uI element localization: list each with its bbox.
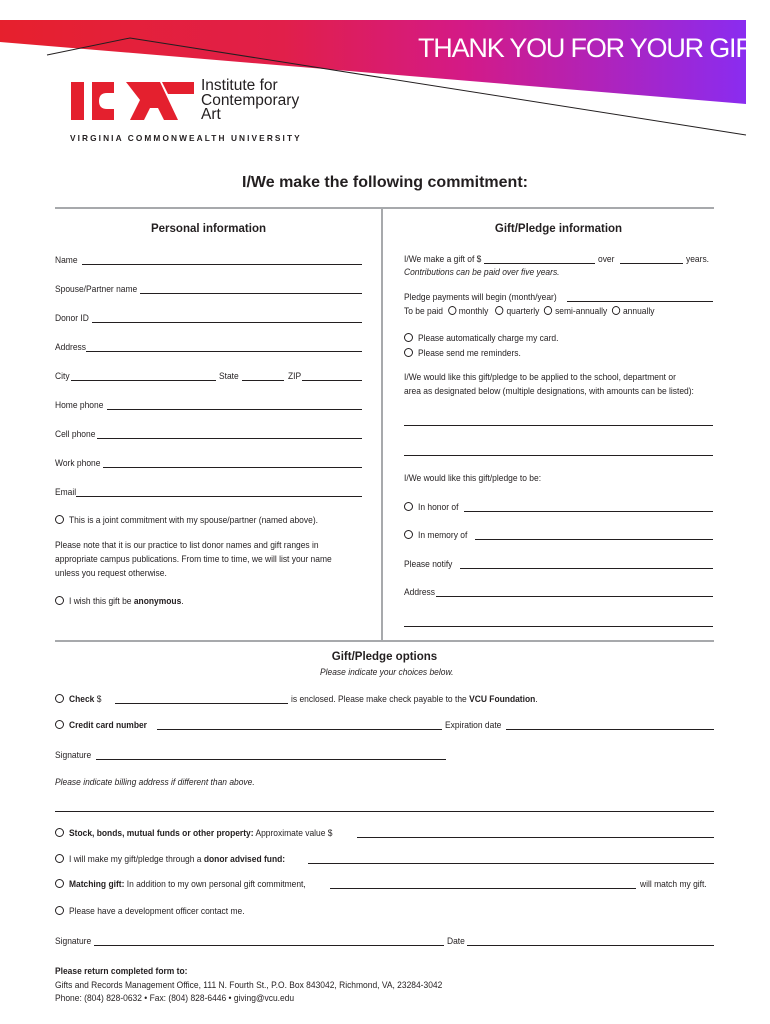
designation-field-1[interactable] [404,425,713,426]
cell-phone-label: Cell phone [55,429,96,439]
tribute-label: I/We would like this gift/pledge to be: [404,473,542,483]
to-be-paid-label: To be paid [404,306,444,316]
billing-note: Please indicate billing address if different than above. [55,777,255,787]
check-payable-text: is enclosed. Please make check payable to the [291,694,467,704]
anonymous-radio[interactable] [55,596,64,605]
billing-address-field[interactable] [55,811,714,812]
matching-employer-field[interactable] [330,888,636,889]
in-memory-field[interactable] [475,539,713,540]
semiannually-radio[interactable] [544,306,552,315]
home-phone-label: Home phone [55,400,104,410]
check-dollar: $ [96,694,102,704]
listing-note-line-1: Please note that it is our practice to list donor names and gift ranges in [55,540,319,550]
state-label: State [219,371,239,381]
date-field[interactable] [467,945,714,946]
matching-gift-rest: In addition to my own personal gift commitment, [126,879,306,889]
donor-advised-label [69,854,285,865]
stock-bold: Stock, bonds, mutual funds or other property: [69,828,254,838]
city-label: City [55,371,70,381]
donor-advised-prefix: I will make my gift/pledge through a [69,854,202,864]
spouse-label: Spouse/Partner name [55,284,138,294]
listing-note-line-3: unless you request otherwise. [55,568,167,578]
donor-advised-radio[interactable] [55,854,64,863]
signature-field[interactable] [96,759,446,760]
ica-logo-wordmark [201,79,299,123]
options-heading: Gift/Pledge options [331,651,438,663]
contributions-note: Contributions can be paid over five years. [404,267,560,277]
in-memory-label: In memory of [418,530,468,540]
check-amount-field[interactable] [115,703,288,704]
stock-radio[interactable] [55,828,64,837]
logo-line-1: Institute for [201,77,278,94]
name-field[interactable] [82,264,362,265]
ica-logo-mark [68,80,196,122]
logo-line-2: Contemporary [201,91,300,109]
in-memory-radio[interactable] [404,530,413,539]
cell-phone-field[interactable] [97,438,362,439]
name-label: Name [55,255,78,265]
donor-advised-bold: donor advised fund: [203,854,286,864]
home-phone-field[interactable] [107,409,362,410]
check-bold: Check [69,694,95,704]
annually-label: annually [622,306,655,316]
gift-amount-field[interactable] [484,263,595,264]
notify-field[interactable] [460,568,713,569]
column-divider [381,209,383,640]
reminders-radio[interactable] [404,348,413,357]
options-subheading: Please indicate your choices below. [320,667,454,677]
signature-2-label: Signature [55,936,92,946]
check-payable-org: VCU Foundation [469,694,536,704]
contact-radio[interactable] [55,906,64,915]
expiration-label: Expiration date [445,720,502,730]
contact-label: Please have a development officer contact me. [69,906,245,916]
zip-label: ZIP [288,371,302,381]
return-contact: Phone: (804) 828-0632 • Fax: (804) 828-6446 • giving@vcu.edu [55,993,295,1003]
spouse-field[interactable] [140,293,362,294]
work-phone-field[interactable] [103,467,362,468]
stock-rest: Approximate value $ [255,828,333,838]
reminders-label: Please send me reminders. [418,348,521,358]
donor-id-field[interactable] [92,322,362,323]
check-payable-end: . [535,694,538,704]
email-field[interactable] [76,496,362,497]
designation-note-line-1: I/We would like this gift/pledge to be applied to the school, department or [404,372,676,382]
matching-gift-bold: Matching gift: [69,879,125,889]
state-field[interactable] [242,380,284,381]
anonymous-label [69,596,184,607]
work-phone-label: Work phone [55,458,101,468]
matching-gift-end: will match my gift. [640,879,707,889]
anonymous-prefix: I wish this gift be [69,596,132,606]
in-honor-label: In honor of [418,502,459,512]
credit-card-field[interactable] [157,729,442,730]
check-radio[interactable] [55,694,64,703]
payment-frequency [404,306,654,317]
top-divider [55,207,714,209]
pledge-info-heading: Gift/Pledge information [494,223,623,235]
donor-id-label: Donor ID [55,313,89,323]
anonymous-bold: anonymous [133,596,182,606]
check-payable-note [291,694,538,705]
pledge-begin-label: Pledge payments will begin (month/year) [404,292,557,302]
auto-charge-label: Please automatically charge my card. [418,333,559,343]
signature-2-field[interactable] [94,945,444,946]
page-title: I/We make the following commitment: [242,174,528,191]
semiannually-label: semi-annually [555,306,608,316]
signature-label: Signature [55,750,92,760]
anonymous-suffix: . [181,596,184,606]
quarterly-radio[interactable] [495,306,503,315]
years-field[interactable] [620,263,683,264]
credit-card-radio[interactable] [55,720,64,729]
monthly-radio[interactable] [448,306,456,315]
address-field[interactable] [86,351,362,352]
zip-field[interactable] [302,380,362,381]
banner-title: THANK YOU FOR YOUR GIFT [418,33,766,63]
return-heading: Please return completed form to: [55,966,188,976]
donor-advised-field[interactable] [308,863,714,864]
credit-card-label: Credit card number [69,720,147,730]
address-label: Address [55,342,87,352]
expiration-field[interactable] [506,729,714,730]
email-label: Email [55,487,77,497]
check-label [69,694,101,705]
monthly-label: monthly [458,306,489,316]
joint-commitment-radio[interactable] [55,515,64,524]
annually-radio[interactable] [612,306,620,315]
gift-amount-label: I/We make a gift of $ [404,254,482,264]
return-address: Gifts and Records Management Office, 111 N. Fourth St., P.O. Box 843042, Richmond, VA, 23284-3042 [55,980,443,990]
pledge-begin-field[interactable] [567,301,713,302]
notify-address-field[interactable] [436,596,713,597]
logo-line-3: Art [201,106,221,123]
in-honor-field[interactable] [464,511,713,512]
over-label: over [598,254,615,264]
stock-value-field[interactable] [357,837,714,838]
auto-charge-radio[interactable] [404,333,413,342]
stock-label [69,828,333,839]
matching-gift-label [69,879,306,890]
city-field[interactable] [71,380,216,381]
designation-field-2[interactable] [404,455,713,456]
date-label: Date [447,936,465,946]
personal-info-heading: Personal information [150,223,267,235]
listing-note-line-2: appropriate campus publications. From time to time, we will list your name [55,554,332,564]
years-label: years. [686,254,710,264]
in-honor-radio[interactable] [404,502,413,511]
notify-address-field-2[interactable] [404,626,713,627]
notify-label: Please notify [404,559,453,569]
quarterly-label: quarterly [506,306,540,316]
joint-commitment-label: This is a joint commitment with my spouse/partner (named above). [69,515,318,525]
university-name: VIRGINIA COMMONWEALTH UNIVERSITY [70,133,302,143]
section-divider [55,640,714,642]
designation-note-line-2: area as designated below (multiple designations, with amounts can be listed): [404,386,694,396]
matching-gift-radio[interactable] [55,879,64,888]
notify-address-label: Address [404,587,436,597]
